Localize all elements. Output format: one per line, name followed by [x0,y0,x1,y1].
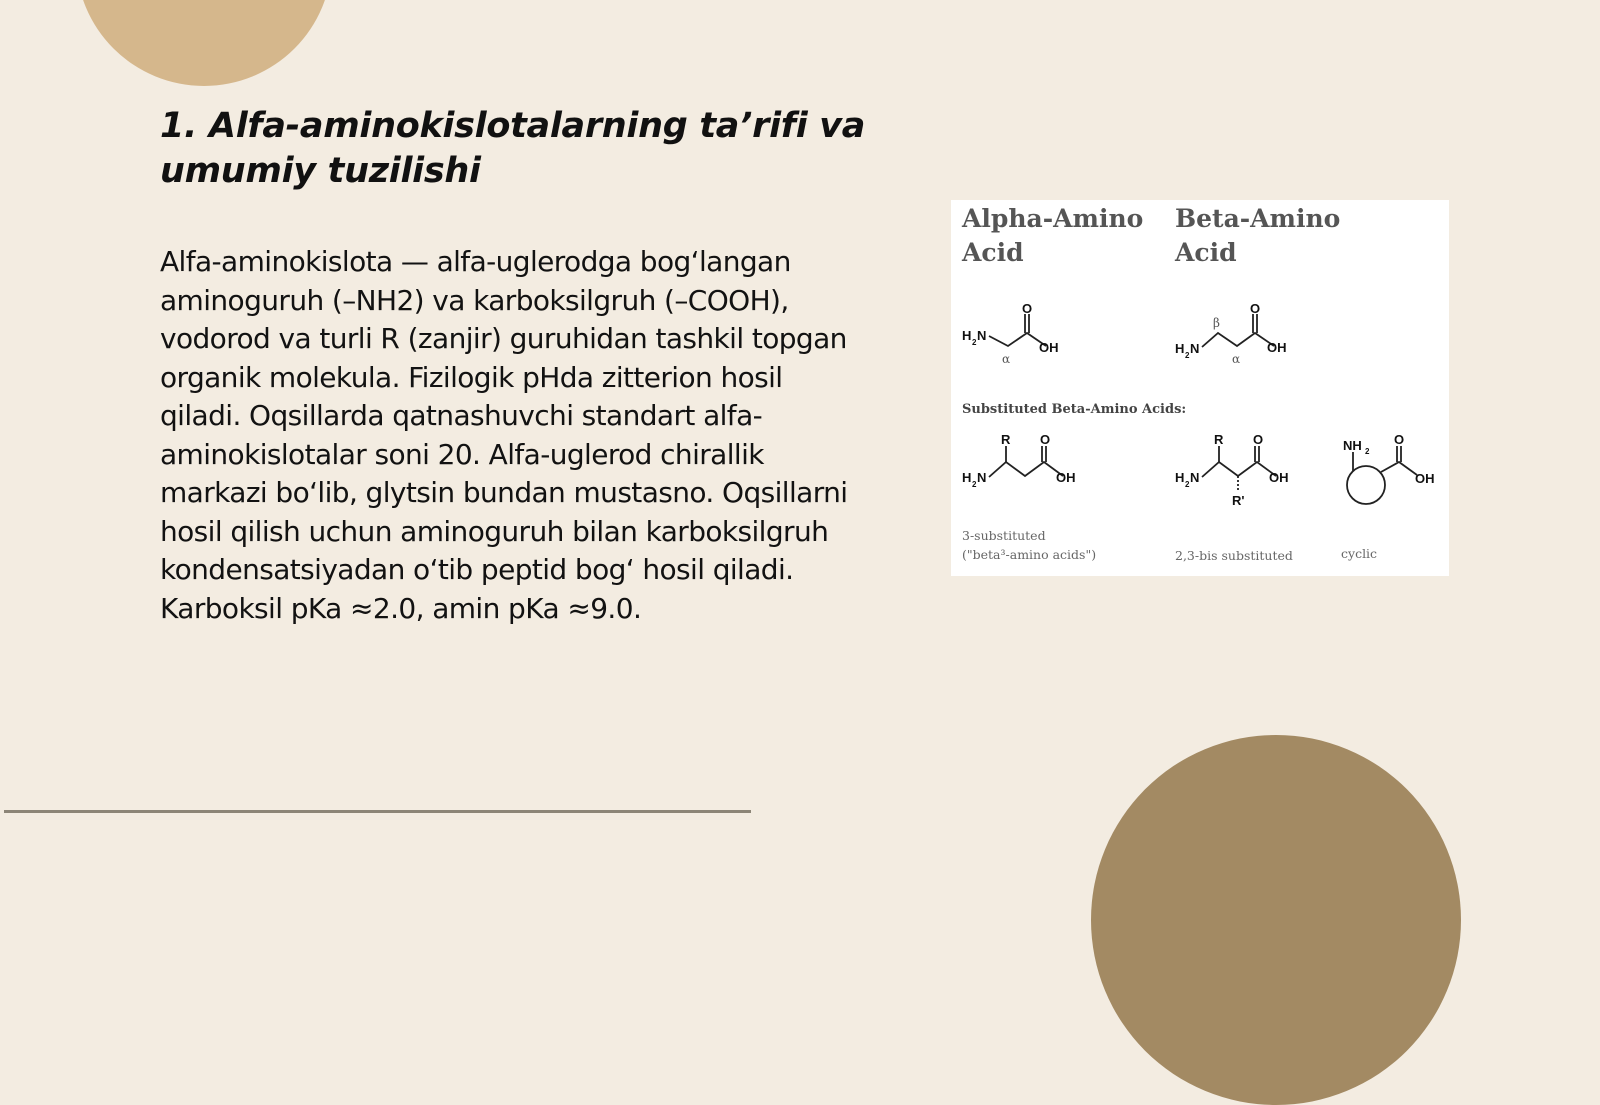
atom-h: H [1175,341,1185,356]
alpha-amino-acid-structure [962,301,1059,366]
atom-n: N [1190,341,1200,356]
cyclic-structure [1341,432,1435,561]
decorative-circle-top [76,0,332,86]
slide-title: 1. Alfa-aminokislotalarning ta’rifi va umumiy tuzilishi [160,106,866,191]
atom-r: R [1001,432,1011,447]
atom-o: O [1022,301,1033,316]
slide-body-text: Alfa-aminokislota — alfa-uglerodga bog‘langan aminoguruh (–NH2) va karboksilgruh (–COOH), vodorod va turli R (zanjir) guruhidan tashkil topgan organik molekula. Fizilogik pHda zitterion hosil qiladi. Oqsillarda qatnashuvchi standart alfa-aminokislotalar soni 20. Alfa-uglerod chirallik markazi bo‘lib, glytsin bundan mustasno. Oqsillarni hosil qilish uchun aminoguruh bilan karboksilgruh kondensatsiyadan o‘tib peptid bog‘ hosil qiladi. Karboksil pKa ≈2.0, amin pKa ≈9.0. [160,245,848,625]
alpha-label: α [1232,352,1241,366]
atom-o: O [1253,432,1264,447]
atom-o: O [1250,301,1261,316]
three-substituted-structure [962,432,1096,562]
atom-oh: OH [1269,470,1289,485]
alpha-heading-line1: Alpha-Amino [962,204,1144,233]
decorative-circle-bottom [1091,735,1461,1105]
beta-heading-line1: Beta-Amino [1175,204,1341,233]
atom-h: H [962,328,972,343]
structures-svg [951,200,1449,576]
atom-r: R [1214,432,1224,447]
atom-r-prime: R' [1232,493,1245,508]
beta-amino-acid-structure [1175,301,1287,366]
alpha-heading-line2: Acid [962,238,1024,267]
beta-heading-line2: Acid [1175,238,1237,267]
atom-subscript: 2 [972,480,977,489]
amino-acid-structures-figure [951,200,1449,576]
atom-oh: OH [1039,340,1059,355]
caption-3-substituted-line2: ("beta³-amino acids") [962,547,1097,562]
atom-oh: OH [1056,470,1076,485]
atom-o: O [1040,432,1051,447]
caption-3-substituted-line1: 3-substituted [962,528,1046,543]
atom-subscript: 2 [1185,480,1190,489]
beta-label: β [1213,316,1220,330]
atom-oh: OH [1267,340,1287,355]
atom-o: O [1394,432,1405,447]
atom-n: N [1190,470,1200,485]
atom-subscript: 2 [1185,351,1190,360]
atom-subscript: 2 [1365,447,1370,456]
atom-h: H [1175,470,1185,485]
divider-line [4,810,751,813]
atom-subscript: 2 [972,338,977,347]
atom-h: H [962,470,972,485]
atom-n: N [977,328,987,343]
atom-nh: NH [1343,438,1362,453]
bis-substituted-structure [1175,432,1293,563]
atom-oh: OH [1415,471,1435,486]
caption-cyclic: cyclic [1341,546,1378,561]
substituted-label: Substituted Beta-Amino Acids: [962,402,1187,417]
atom-n: N [977,470,987,485]
alpha-label: α [1002,352,1011,366]
caption-bis-substituted: 2,3-bis substituted [1175,548,1293,563]
